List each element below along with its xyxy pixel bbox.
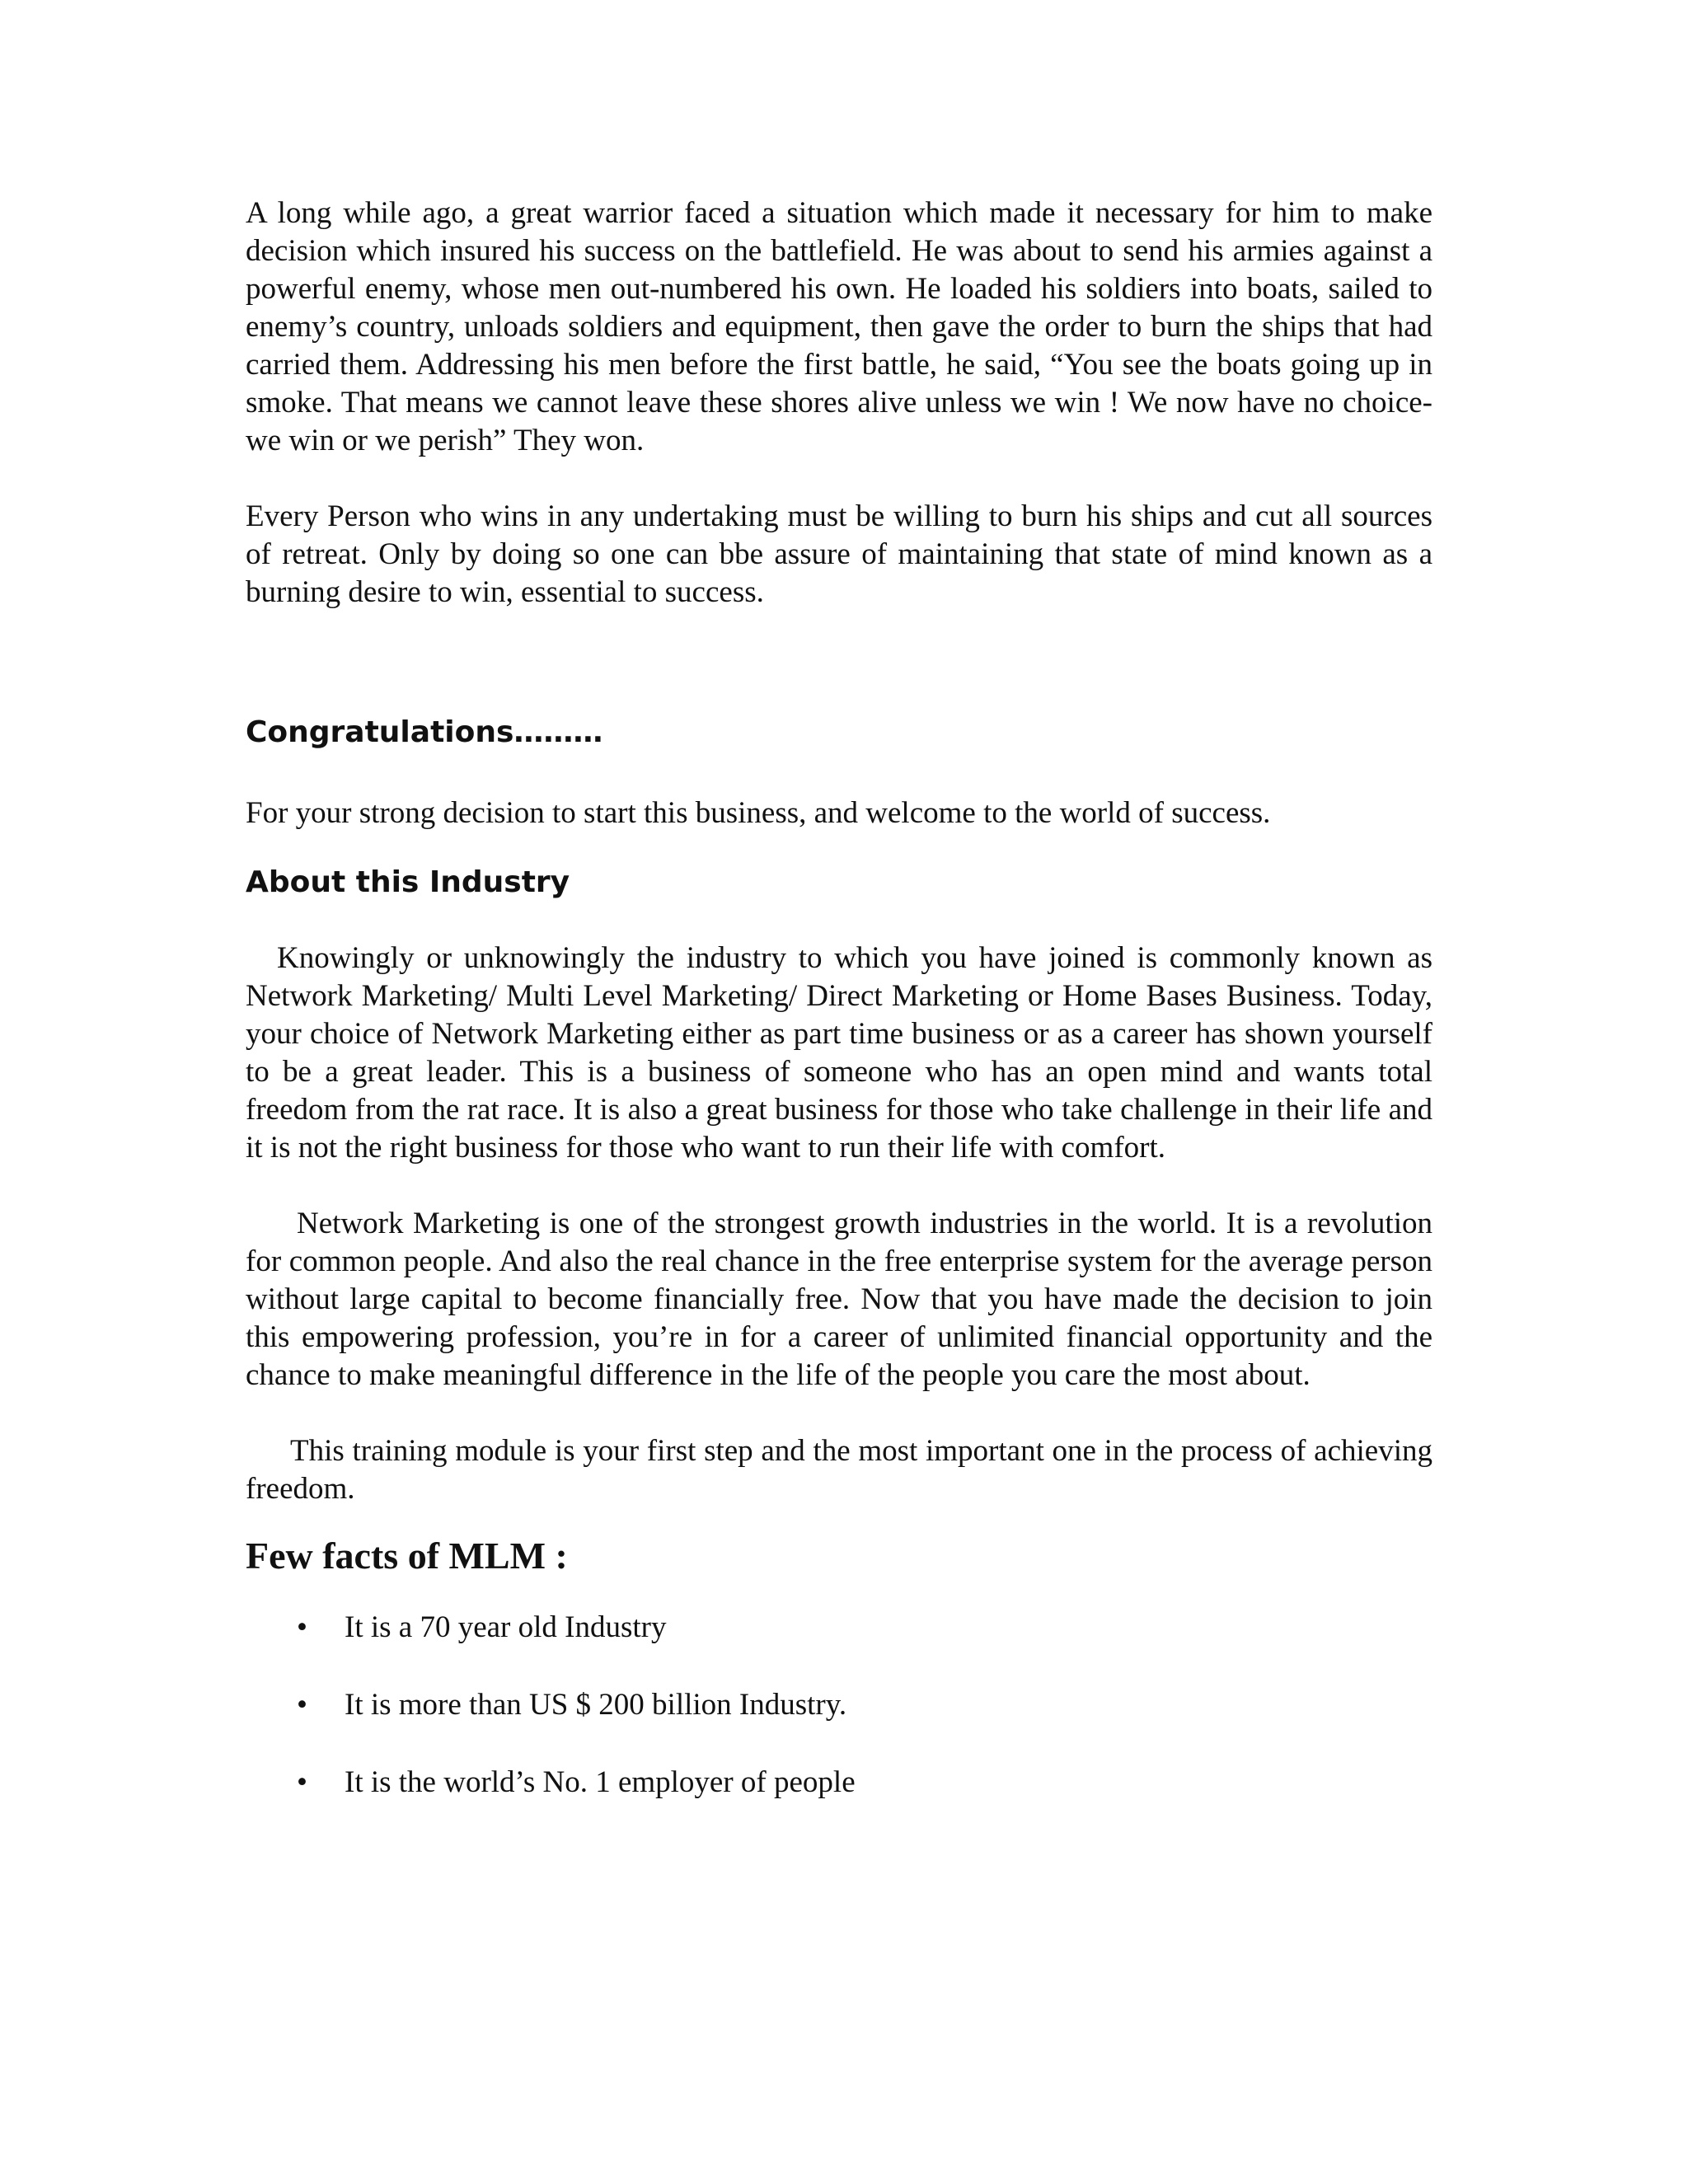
fact-text: It is the world’s No. 1 employer of people xyxy=(345,1765,856,1799)
facts-list xyxy=(246,1609,1432,1802)
intro-paragraph: A long while ago, a great warrior faced a situation which made it necessary for him to make decision which insured his success on the battlefield. He was about to send his armies against a powerful enemy, whose men out-numbered his own. He loaded his soldiers into boats, sailed to enemy’s country, unloads soldiers and equipment, then gave the order to burn the ships that had carried them. Addressing his men before the first battle, he said, “You see the boats going up in smoke. That means we cannot leave these shores alive unless we win ! We now have no choice- we win or we perish” They won. xyxy=(246,196,1432,457)
document-page xyxy=(246,194,1432,1802)
fact-text: It is a 70 year old Industry xyxy=(345,1610,667,1644)
fact-item xyxy=(246,1686,1432,1724)
fact-item xyxy=(246,1609,1432,1647)
fact-text: It is more than US $ 200 billion Industry. xyxy=(345,1688,847,1722)
bullet-icon: • xyxy=(297,1765,307,1799)
facts-heading: Few facts of MLM : xyxy=(246,1535,568,1577)
congratulations-heading: Congratulations……… xyxy=(246,715,603,749)
bullet-icon: • xyxy=(297,1610,307,1644)
fact-item xyxy=(246,1764,1432,1802)
industry-heading: About this Industry xyxy=(246,865,570,899)
industry-paragraph-2: Network Marketing is one of the strongest growth industries in the world. It is a revolution for common people. And also the real chance in the free enterprise system for the average person without large capital to become financially free. Now that you have made the decision to join this empowering profession, you’re in for a career of unlimited financial opportunity and the chance to make meaningful difference in the life of the people you care the most about. xyxy=(246,1207,1432,1392)
bullet-icon: • xyxy=(297,1688,307,1722)
congratulations-text: For your strong decision to start this business, and welcome to the world of success. xyxy=(246,796,1271,830)
industry-paragraph-3: This training module is your first step and the most important one in the process of achieving freedom. xyxy=(246,1434,1432,1506)
burn-ships-paragraph: Every Person who wins in any undertaking must be willing to burn his ships and cut all sources of retreat. Only by doing so one can bbe assure of maintaining that state of mind known as a burning desire to win, essential to success. xyxy=(246,499,1432,609)
industry-paragraph-1: Knowingly or unknowingly the industry to which you have joined is commonly known as Network Marketing/ Multi Level Marketing/ Direct Marketing or Home Bases Business. Today, your choice of Network Marketing either as part time business or as a career has shown yourself to be a great leader. This is a business of someone who has an open mind and wants total freedom from the rat race. It is also a great business for those who take challenge in their life and it is not the right business for those who want to run their life with comfort. xyxy=(246,941,1432,1165)
